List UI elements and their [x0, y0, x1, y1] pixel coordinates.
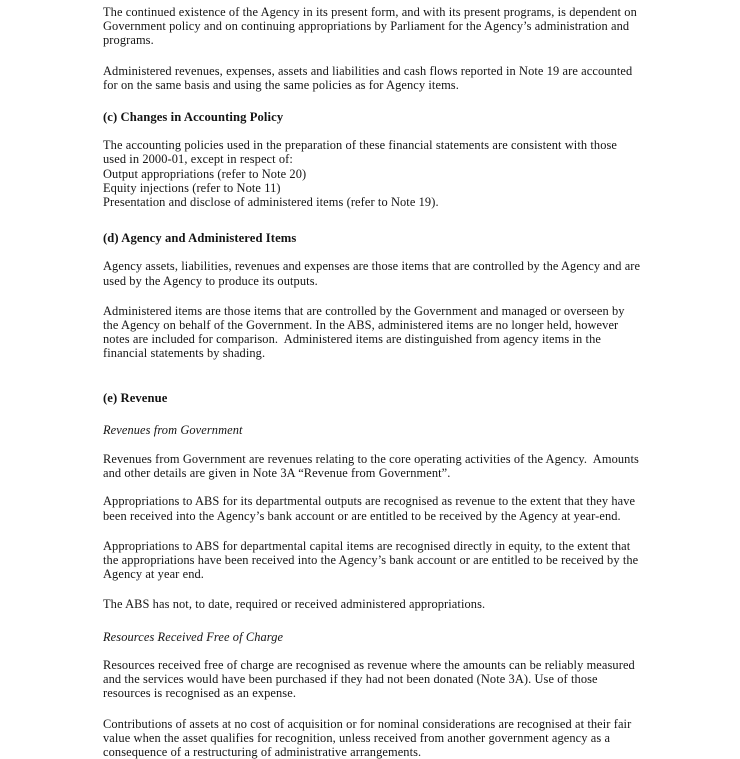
subheading-revenues-from-government: Revenues from Government: [103, 422, 243, 437]
paragraph-resources-free-of-charge: Resources received free of charge are recognised as revenue where the amounts can be reliably measured and the services would have been purchased if they had not been donated (Note 3A). Use of those resources is recognised as an expense.: [103, 657, 635, 701]
paragraph-revenues-core-activities: Revenues from Government are revenues relating to the core operating activities of the Agency. Amounts and other details are given in Note 3A “Revenue from Government”.: [103, 452, 639, 481]
subheading-resources-received-free-of-charge: Resources Received Free of Charge: [103, 629, 284, 644]
paragraph-agency-assets: Agency assets, liabilities, revenues and expenses are those items that are controlled by the Agency and are used by the Agency to produce its outputs.: [103, 259, 641, 288]
paragraph-contributions-of-assets: Contributions of assets at no cost of acquisition or for nominal considerations are recognised at their fair value when the asset qualifies for recognition, unless received from another government agency as a consequence of a restructuring of administrative arrangements.: [103, 716, 632, 759]
paragraph-continued-existence: The continued existence of the Agency in its present form, and with its present programs, is dependent on Government policy and on continuing appropriations by Parliament for the Agency’s administration and programs.: [103, 5, 637, 48]
paragraph-abs-no-administered-appropriations: The ABS has not, to date, required or received administered appropriations.: [103, 597, 486, 612]
policy-change-item-output-appropriations: Output appropriations (refer to Note 20): [103, 166, 307, 181]
paragraph-policy-changes: [103, 138, 642, 209]
policy-change-item-presentation-administered: Presentation and disclose of administered items (refer to Note 19).: [103, 195, 439, 210]
policy-changes-intro: The accounting policies used in the preparation of these financial statements are consistent with those used in 2000-01, except in respect of:: [103, 138, 618, 167]
paragraph-administered-items: Administered items are those items that are controlled by the Government and managed or overseen by the Agency on behalf of the Government. In the ABS, administered items are no longer held, however notes are included for comparison. Administered items are distinguished from agency items in the financial statements by shading.: [103, 303, 625, 361]
paragraph-appropriations-departmental-outputs: Appropriations to ABS for its departmental outputs are recognised as revenue to the extent that they have been received into the Agency’s bank account or are entitled to be received by the Agency at year-end.: [103, 494, 636, 523]
policy-change-item-equity-injections: Equity injections (refer to Note 11): [103, 180, 281, 195]
heading-changes-in-accounting-policy: (c) Changes in Accounting Policy: [103, 110, 284, 125]
paragraph-appropriations-capital-items: Appropriations to ABS for departmental capital items are recognised directly in equity, to the extent that the appropriations have been received into the Agency’s bank account or are entitled to be received by the Agency at year end.: [103, 538, 639, 582]
heading-revenue: (e) Revenue: [103, 390, 168, 405]
paragraph-administered-note19: Administered revenues, expenses, assets and liabilities and cash flows reported in Note 19 are accounted for on the same basis and using the same policies as for Agency items.: [103, 63, 633, 92]
heading-agency-and-administered-items: (d) Agency and Administered Items: [103, 231, 297, 246]
